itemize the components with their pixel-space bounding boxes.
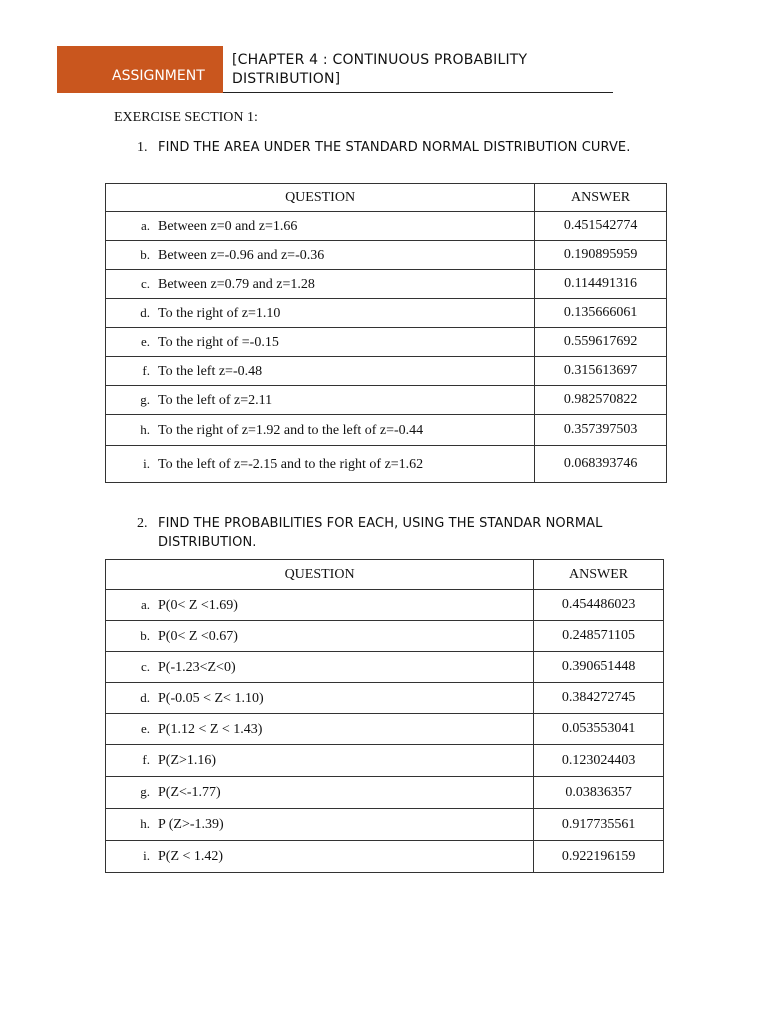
row-answer: 0.114491316: [535, 270, 667, 299]
question-2-heading: [137, 514, 637, 552]
row-question: To the right of z=1.10: [158, 305, 281, 321]
section-heading: EXERCISE SECTION 1:: [114, 110, 258, 125]
table-row: [106, 241, 667, 270]
row-answer: 0.248571105: [534, 621, 664, 652]
row-letter: h.: [140, 421, 150, 437]
row-answer: 0.454486023: [534, 590, 664, 621]
assignment-tag: ASSIGNMENT: [57, 46, 223, 93]
row-question: P(-0.05 < Z< 1.10): [158, 690, 264, 706]
row-answer: 0.135666061: [535, 299, 667, 328]
row-letter: c.: [140, 275, 150, 291]
header-rule: [223, 92, 613, 93]
table-header-row: [106, 560, 664, 590]
question-prompt: FIND THE PROBABILITIES FOR EACH, USING THE STANDAR NORMAL DISTRIBUTION.: [158, 516, 603, 550]
row-letter: a.: [140, 596, 150, 612]
row-answer: 0.123024403: [534, 745, 664, 777]
row-answer: 0.559617692: [535, 328, 667, 357]
question-1-table: [105, 183, 667, 483]
row-question: To the left z=-0.48: [158, 363, 263, 379]
question-1-heading: [137, 138, 637, 157]
table-row: [106, 212, 667, 241]
row-question: P(-1.23<Z<0): [158, 659, 236, 675]
column-header-question: QUESTION: [106, 184, 535, 212]
row-answer: 0.068393746: [535, 446, 667, 483]
row-question: Between z=0 and z=1.66: [158, 218, 298, 234]
row-letter: i.: [143, 848, 150, 863]
row-question: P (Z>-1.39): [158, 817, 224, 832]
row-answer: 0.390651448: [534, 652, 664, 683]
column-header-answer: ANSWER: [534, 560, 664, 590]
row-letter: f.: [142, 362, 150, 378]
question-prompt: FIND THE AREA UNDER THE STANDARD NORMAL DISTRIBUTION CURVE.: [158, 140, 631, 155]
row-answer: 0.982570822: [535, 386, 667, 415]
row-question: To the right of z=1.92 and to the left of z=-0.44: [158, 422, 424, 438]
table-row: [106, 270, 667, 299]
row-question: P(0< Z <1.69): [158, 597, 238, 613]
row-letter: d.: [140, 304, 150, 320]
table-header-row: [106, 184, 667, 212]
table-row: [106, 745, 664, 777]
row-letter: g.: [140, 391, 150, 407]
table-row: [106, 683, 664, 714]
row-question: P(Z>1.16): [158, 753, 217, 768]
row-letter: e.: [140, 333, 150, 349]
row-letter: i.: [143, 455, 150, 471]
row-answer: 0.451542774: [535, 212, 667, 241]
question-2-table: [105, 559, 664, 873]
row-question: To the left of z=2.11: [158, 392, 273, 408]
table-row: [106, 809, 664, 841]
row-letter: a.: [140, 217, 150, 233]
row-letter: g.: [140, 784, 150, 799]
table-row: [106, 415, 667, 446]
row-letter: c.: [140, 658, 150, 674]
table-row: [106, 841, 664, 873]
row-letter: b.: [140, 627, 150, 643]
table-row: [106, 357, 667, 386]
table-row: [106, 446, 667, 483]
row-question: P(0< Z <0.67): [158, 628, 238, 644]
row-answer: 0.190895959: [535, 241, 667, 270]
question-number: 2.: [137, 516, 148, 531]
row-question: To the left of z=-2.15 and to the right of z=1.62: [158, 456, 424, 472]
row-answer: 0.03836357: [534, 777, 664, 809]
row-letter: h.: [140, 816, 150, 831]
row-question: To the right of =-0.15: [158, 334, 279, 350]
row-answer: 0.917735561: [534, 809, 664, 841]
row-question: P(Z<-1.77): [158, 785, 221, 800]
row-answer: 0.315613697: [535, 357, 667, 386]
row-letter: b.: [140, 246, 150, 262]
row-letter: f.: [142, 752, 150, 767]
table-row: [106, 652, 664, 683]
column-header-question: QUESTION: [106, 560, 534, 590]
chapter-title: [CHAPTER 4 : CONTINUOUS PROBABILITY DISTRIBUTION]: [232, 52, 528, 87]
row-question: P(Z < 1.42): [158, 849, 224, 864]
document-header: [57, 46, 614, 93]
table-row: [106, 299, 667, 328]
row-answer: 0.384272745: [534, 683, 664, 714]
table-row: [106, 777, 664, 809]
question-number: 1.: [137, 140, 148, 155]
table-row: [106, 621, 664, 652]
row-question: Between z=-0.96 and z=-0.36: [158, 247, 325, 263]
row-answer: 0.922196159: [534, 841, 664, 873]
table-row: [106, 386, 667, 415]
column-header-answer: ANSWER: [535, 184, 667, 212]
row-answer: 0.357397503: [535, 415, 667, 446]
row-letter: d.: [140, 689, 150, 705]
row-letter: e.: [140, 720, 150, 736]
table-row: [106, 714, 664, 745]
table-row: [106, 590, 664, 621]
row-answer: 0.053553041: [534, 714, 664, 745]
row-question: P(1.12 < Z < 1.43): [158, 721, 263, 737]
table-row: [106, 328, 667, 357]
row-question: Between z=0.79 and z=1.28: [158, 276, 315, 292]
